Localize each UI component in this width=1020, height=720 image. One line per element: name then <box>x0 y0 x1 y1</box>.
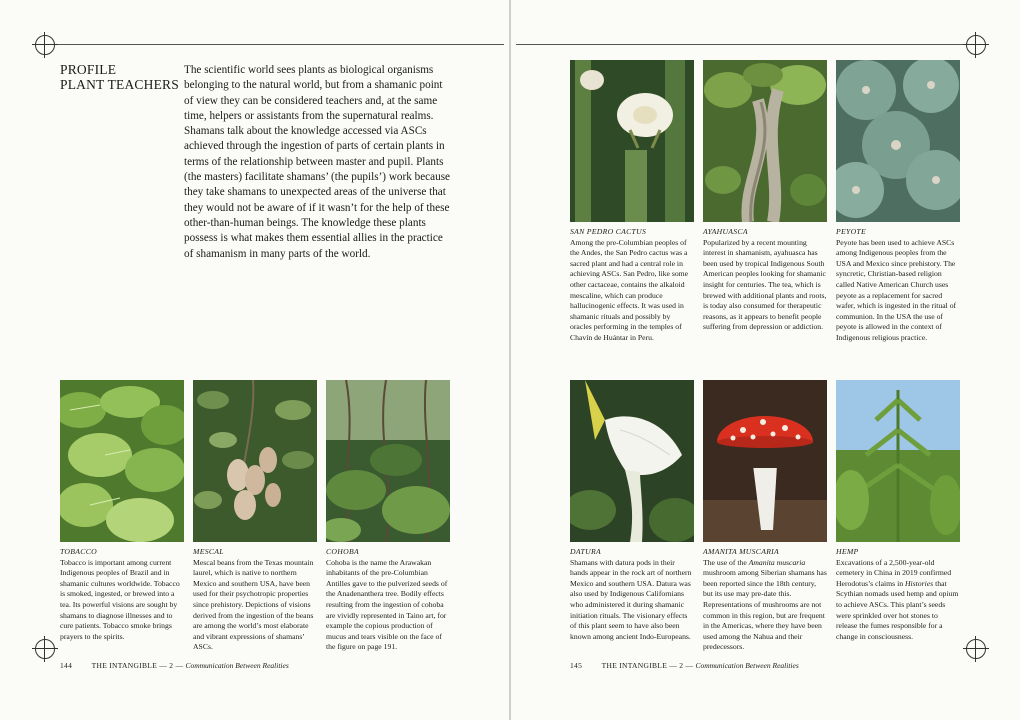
profile-label: PROFILE <box>60 62 117 77</box>
caption-text-start: The use of the <box>703 557 749 567</box>
corner-ornament-icon <box>35 639 55 659</box>
caption-italic-term: Amanita muscaria <box>748 557 806 567</box>
caption-title: COHOBA <box>326 547 359 556</box>
caption-title: AYAHUASCA <box>703 227 748 236</box>
caption-text: Popularized by a recent mounting interest in shamanism, ayahuasca has been used by tropical Indigenous South American peoples looking for shamanic insight for centuries. The tea, which is brewed with additional plants and roots, is today also consumed for therapeutic reasons, as it appears to benefit people suffering from depression or addiction. <box>703 237 827 332</box>
peyote-photo <box>836 60 960 222</box>
section-title: PLANT TEACHERS <box>60 77 179 92</box>
corner-ornament-icon <box>966 35 986 55</box>
running-subtitle: Communication Between Realities <box>185 661 289 670</box>
cohoba-caption <box>326 547 450 653</box>
running-head: THE INTANGIBLE — 2 — <box>91 661 184 670</box>
amanita-muscaria-caption <box>703 547 827 653</box>
caption-title: AMANITA MUSCARIA <box>703 547 780 556</box>
mescal-caption <box>193 547 317 653</box>
caption-text: Mescal beans from the Texas mountain laurel, which is native to northern Mexico and southern USA, have been used for their psychotropic properties since prehistory. Depictions of visions derived from the ingestion of the beans are among the world’s most elaborate and vibrant expressions of shamans’ ASCs. <box>193 557 314 652</box>
datura-photo <box>570 380 694 542</box>
corner-ornament-icon <box>35 35 55 55</box>
page-number: 145 <box>570 661 583 670</box>
ayahuasca-caption <box>703 227 827 333</box>
running-head: THE INTANGIBLE — 2 — <box>601 661 694 670</box>
ayahuasca-photo <box>703 60 827 222</box>
amanita-muscaria-photo <box>703 380 827 542</box>
caption-title: MESCAL <box>193 547 224 556</box>
top-rule-right <box>516 44 968 45</box>
peyote-caption <box>836 227 960 344</box>
caption-text: Tobacco is important among current Indigenous peoples of Brazil and in shamanic cultures worldwide. Tobacco is smoked, ingested, or brewed into a tea. Its powerful visions are sought by shamans to diagnose illnesses and to cure patients. Tobacco smoke brings prayers to the spirits. <box>60 557 180 641</box>
caption-title: HEMP <box>836 547 859 556</box>
corner-ornament-icon <box>966 639 986 659</box>
page-gutter <box>509 0 511 720</box>
right-footer <box>570 661 799 670</box>
top-rule-left <box>52 44 504 45</box>
datura-caption <box>570 547 694 642</box>
caption-title: TOBACCO <box>60 547 97 556</box>
tobacco-caption <box>60 547 184 642</box>
caption-text: Among the pre-Columbian peoples of the Andes, the San Pedro cactus was a sacred plant and had a central role in achieving ASCs. San Pedro, like some other cactaceae, contains the alkaloid mescaline, which can produce hallucinogenic effects. It was used in shamanic rituals and possibly by oracles performing in the temples of Chavín de Huántar in Peru. <box>570 237 689 342</box>
caption-text: Shamans with datura pods in their hands appear in the rock art of northern Mexico and southern USA. Datura was also used by Indigenous Californians who administered it during shamanic initiation rituals. The visionary effects of this plant seem to have also been known among ancient Indo-Europeans. <box>570 557 692 641</box>
page-number: 144 <box>60 661 73 670</box>
mescal-photo <box>193 380 317 542</box>
caption-text: Cohoba is the name the Arawakan inhabitants of the pre-Columbian Antilles gave to the pulverized seeds of the Anadenanthera tree. Bodily effects resulting from the ingestion of cohoba are vividly represented in Taino art, for example the copious production of mucus and tears visible on the face of the figure on page 191. <box>326 557 448 652</box>
san-pedro-photo <box>570 60 694 222</box>
profile-heading <box>60 62 179 92</box>
tobacco-photo <box>60 380 184 542</box>
caption-text-end: that Scythian nomads used hemp and opium to achieve ASCs. This plant’s seeds were sprinkled over hot stones to release the fumes responsible for a change in consciousness. <box>836 578 959 641</box>
caption-text-end: mushroom among Siberian shamans has been reported since the 18th century, but its use may pre-date this. Representations of mushrooms are not common in this region, but are frequent in the Americas, where they have been used among the Nahua and their predecessors. <box>703 568 827 652</box>
caption-title: DATURA <box>570 547 601 556</box>
running-subtitle: Communication Between Realities <box>695 661 799 670</box>
hemp-caption <box>836 547 960 642</box>
caption-text: Peyote has been used to achieve ASCs among Indigenous peoples from the USA and Mexico since prehistory. The syncretic, Christian-based religion called Native American Church uses peyote as a replacement for sacred wafer, which is ingested in the ritual of communion. In the USA the use of peyote is allowed in the context of Indigenous religious practice. <box>836 237 957 342</box>
caption-italic-term: Histories <box>904 578 934 588</box>
caption-text-start: Excavations of a 2,500-year-old cemetery in China in 2019 confirmed Herodotus’s claims in <box>836 557 952 588</box>
cohoba-photo <box>326 380 450 542</box>
caption-title: SAN PEDRO CACTUS <box>570 227 647 236</box>
san-pedro-caption <box>570 227 694 344</box>
caption-title: PEYOTE <box>836 227 866 236</box>
hemp-photo <box>836 380 960 542</box>
left-footer <box>60 661 289 670</box>
intro-paragraph: The scientific world sees plants as biological organisms belonging to the natural world, but from a shamanic point of view they can be considered teachers and, at the same time, helpers or assistants from the supernatural realms. Shamans talk about the knowledge accessed via ASCs achieved through the ingestion of parts of certain plants in terms of the relationship between master and pupil. Plants (the masters) facilitate shamans’ (the pupils’) work because they take shamans to unexpected areas of the universe that they would not be aware of if it wasn’t for the help of these other-than-human beings. The knowledge these plants possess is what makes them essential allies in the practice of shamanism in many parts of the world. <box>184 64 451 260</box>
